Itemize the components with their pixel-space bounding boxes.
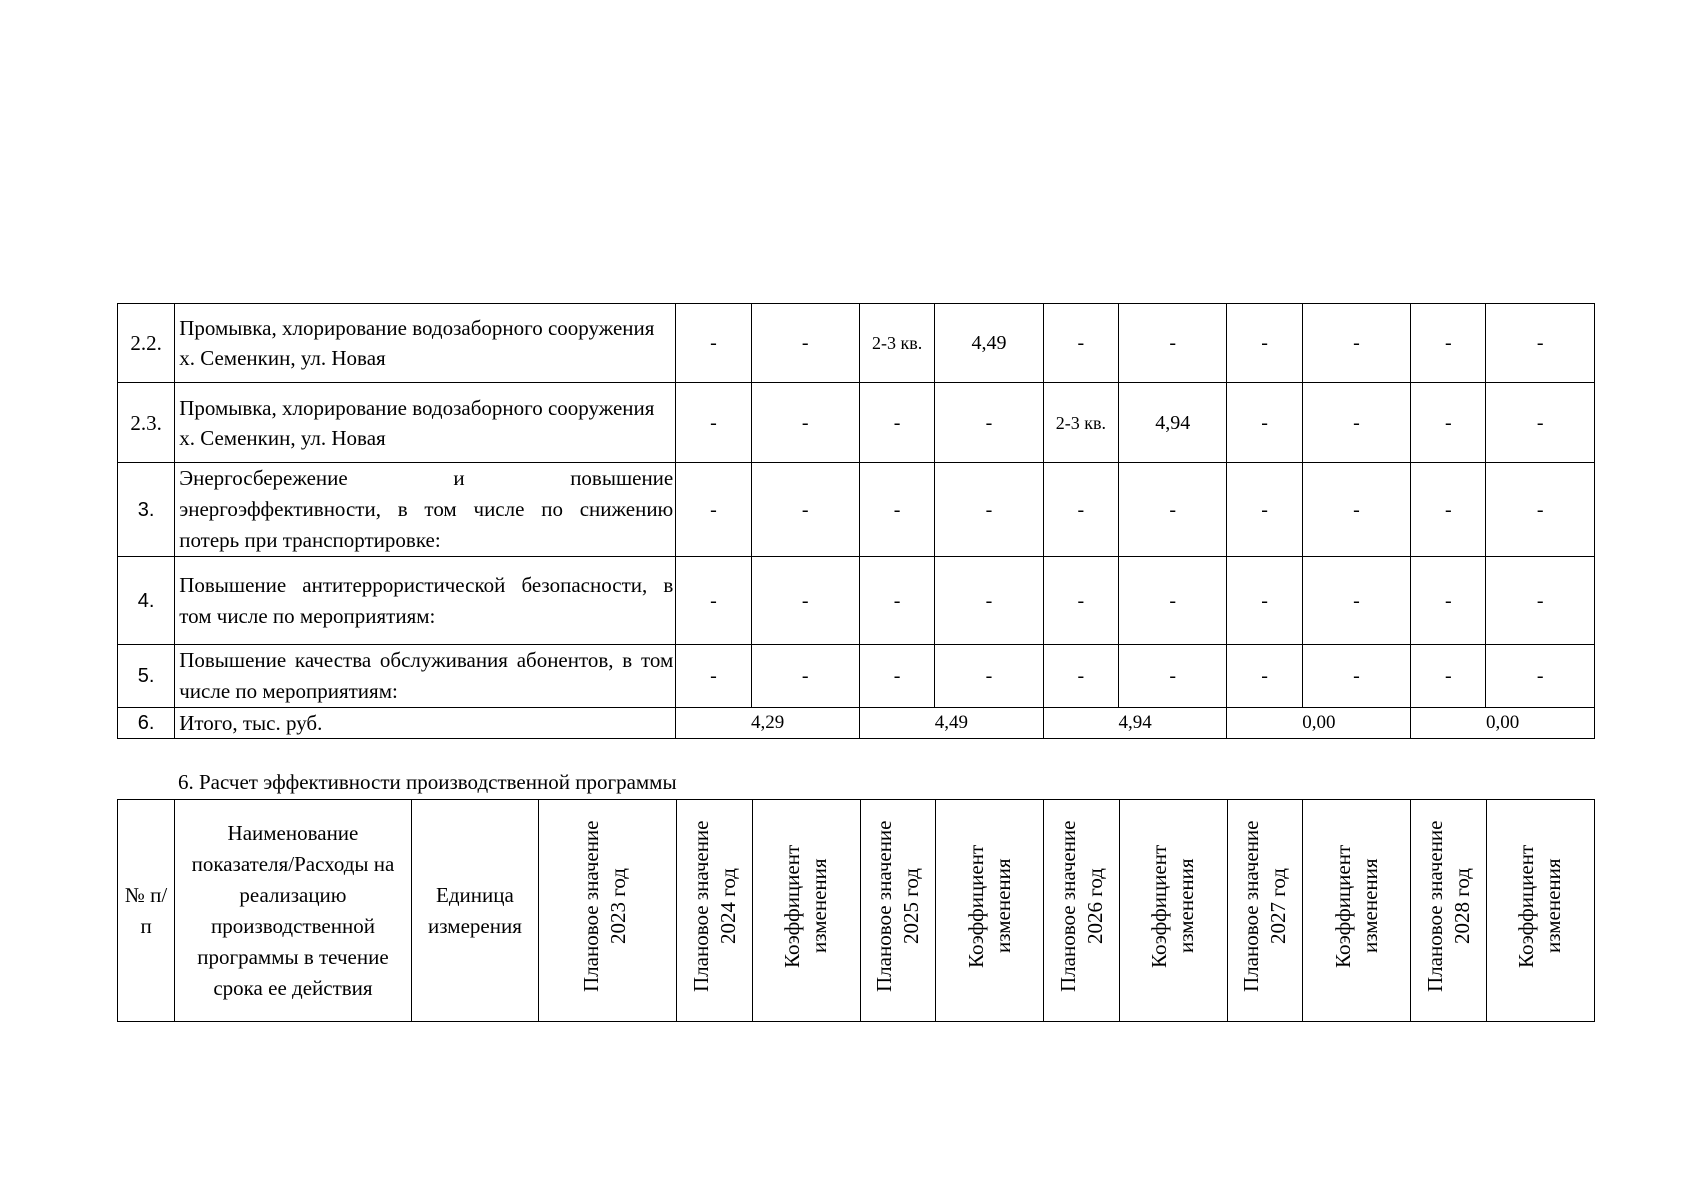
total-row — [118, 708, 1595, 739]
header-plan-2023: Плановое значение 2023 год — [539, 800, 677, 1022]
header-plan-2027: Плановое значение 2027 год — [1227, 800, 1302, 1022]
row-cell: - — [751, 383, 859, 463]
row-cell: - — [1227, 304, 1302, 383]
row-name: Энергосбережение и повышение энергоэффективности, в том числе по снижению потерь при транспортировке: — [175, 463, 676, 557]
header-plan-2026: Плановое значение 2026 год — [1044, 800, 1119, 1022]
total-value: 0,00 — [1411, 708, 1595, 739]
row-cell: - — [751, 557, 859, 645]
row-cell: 2-3 кв. — [1043, 383, 1118, 463]
row-cell: - — [1486, 463, 1595, 557]
row-number: 5. — [118, 645, 175, 708]
row-cell: - — [1227, 557, 1302, 645]
row-cell: - — [676, 383, 751, 463]
header-coef-5: Коэффициент изменения — [1486, 800, 1594, 1022]
row-cell: - — [1486, 645, 1595, 708]
total-number: 6. — [118, 708, 175, 739]
row-cell: - — [676, 557, 751, 645]
row-cell: - — [1227, 645, 1302, 708]
header-coef-3: Коэффициент изменения — [1119, 800, 1227, 1022]
row-cell: - — [1411, 304, 1486, 383]
row-cell: - — [1119, 463, 1227, 557]
total-value: 4,49 — [859, 708, 1043, 739]
section-title: 6. Расчет эффективности производственной программы — [178, 770, 677, 794]
header-coef-2: Коэффициент изменения — [936, 800, 1044, 1022]
row-number: 4. — [118, 557, 175, 645]
total-label: Итого, тыс. руб. — [175, 708, 676, 739]
header-coef-4: Коэффициент изменения — [1303, 800, 1411, 1022]
row-cell: 4,94 — [1119, 383, 1227, 463]
row-cell: - — [1043, 304, 1118, 383]
row-cell: - — [1486, 304, 1595, 383]
row-cell: - — [1119, 557, 1227, 645]
row-cell: - — [1411, 645, 1486, 708]
row-cell: - — [751, 463, 859, 557]
table-row — [118, 304, 1595, 383]
row-cell: - — [676, 304, 751, 383]
row-cell: - — [859, 463, 934, 557]
header-coef-1: Коэффициент изменения — [752, 800, 860, 1022]
row-cell: - — [1411, 557, 1486, 645]
row-cell: - — [1411, 463, 1486, 557]
table-row — [118, 557, 1595, 645]
header-plan-2025: Плановое значение 2025 год — [860, 800, 935, 1022]
table-row — [118, 463, 1595, 557]
header-name: Наименование показателя/Расходы на реализацию производственной программы в течение срока ее действия — [175, 800, 412, 1022]
header-plan-2024: Плановое значение 2024 год — [677, 800, 752, 1022]
row-cell: - — [1302, 463, 1410, 557]
row-cell: - — [935, 645, 1043, 708]
row-cell: - — [1119, 304, 1227, 383]
row-cell: - — [935, 557, 1043, 645]
row-cell: - — [1227, 463, 1302, 557]
row-name: Повышение качества обслуживания абонентов, в том числе по мероприятиям: — [175, 645, 676, 708]
table-row — [118, 645, 1595, 708]
row-cell: - — [1227, 383, 1302, 463]
row-cell: - — [676, 645, 751, 708]
row-cell: - — [1411, 383, 1486, 463]
row-number: 2.3. — [118, 383, 175, 463]
row-name: Повышение антитеррористической безопасности, в том числе по мероприятиям: — [175, 557, 676, 645]
row-cell: - — [676, 463, 751, 557]
total-value: 4,29 — [676, 708, 860, 739]
row-cell: - — [1119, 645, 1227, 708]
row-cell: - — [1302, 557, 1410, 645]
header-unit: Единица измерения — [411, 800, 538, 1022]
row-cell: - — [1043, 463, 1118, 557]
row-cell: - — [859, 645, 934, 708]
header-num: № п/п — [118, 800, 175, 1022]
row-cell: 2-3 кв. — [859, 304, 934, 383]
row-cell: - — [751, 304, 859, 383]
row-cell: - — [1302, 645, 1410, 708]
row-cell: - — [935, 383, 1043, 463]
row-cell: - — [1043, 645, 1118, 708]
row-cell: - — [1486, 557, 1595, 645]
row-number: 3. — [118, 463, 175, 557]
row-name: Промывка, хлорирование водозаборного сооружения х. Семенкин, ул. Новая — [175, 304, 676, 383]
row-cell: - — [1486, 383, 1595, 463]
table-row — [118, 383, 1595, 463]
measures-table — [117, 303, 1595, 739]
row-cell: 4,49 — [935, 304, 1043, 383]
total-value: 4,94 — [1043, 708, 1227, 739]
header-row — [118, 800, 1595, 1022]
efficiency-table — [117, 799, 1595, 1022]
row-cell: - — [751, 645, 859, 708]
row-cell: - — [935, 463, 1043, 557]
row-cell: - — [859, 383, 934, 463]
row-cell: - — [1302, 304, 1410, 383]
row-cell: - — [1043, 557, 1118, 645]
total-value: 0,00 — [1227, 708, 1411, 739]
row-cell: - — [1302, 383, 1410, 463]
header-plan-2028: Плановое значение 2028 год — [1411, 800, 1486, 1022]
row-name: Промывка, хлорирование водозаборного сооружения х. Семенкин, ул. Новая — [175, 383, 676, 463]
row-cell: - — [859, 557, 934, 645]
row-number: 2.2. — [118, 304, 175, 383]
